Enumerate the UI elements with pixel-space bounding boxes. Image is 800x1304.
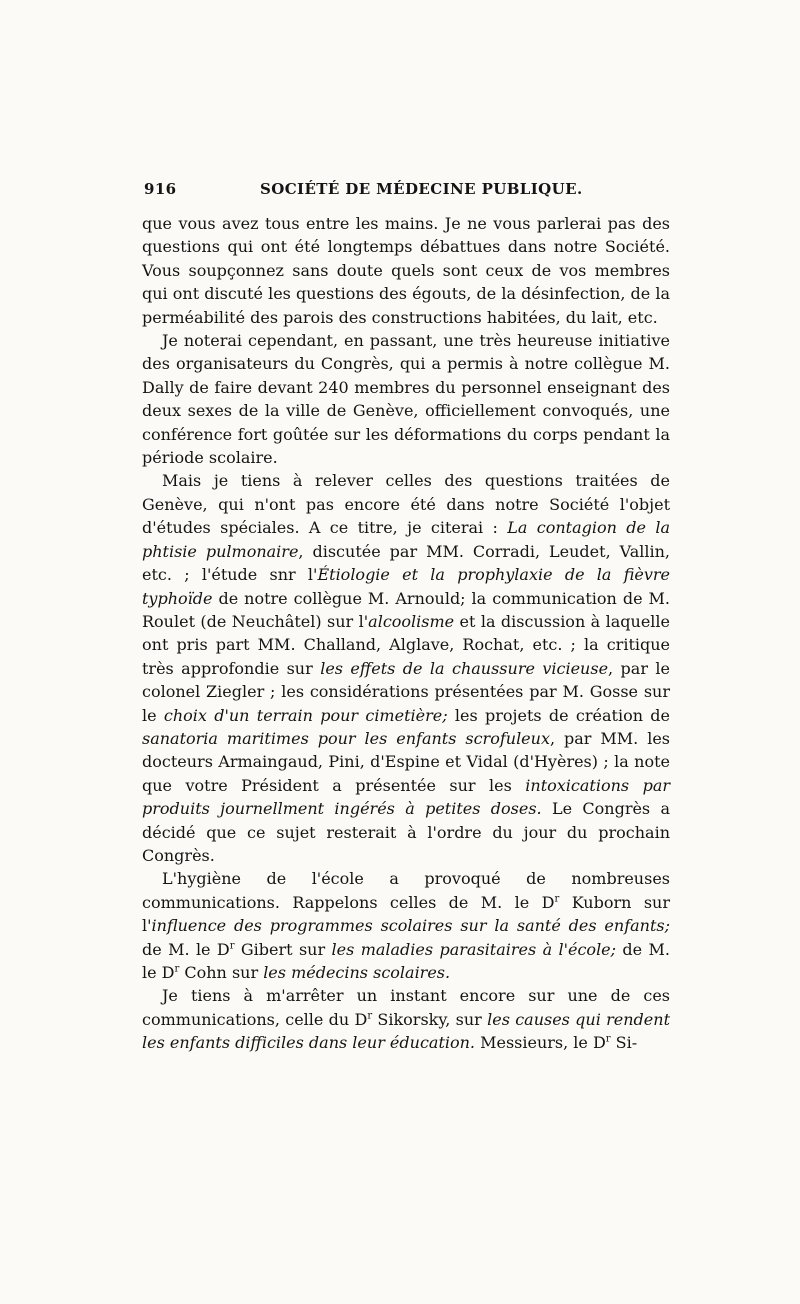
page-title: SOCIÉTÉ DE MÉDECINE PUBLIQUE.	[260, 180, 583, 198]
italic-title: alcoolisme	[368, 611, 455, 631]
text-run: Je noterai cependant, en passant, une très heureuse initiative des organisateurs du Congrès, qui a permis à notre collègue M. Dally de faire devant 240 membres du personnel enseignant des deux sexes de la ville de Genève, officiellement convoqués, une conférence fort goûtée sur les déformations du corps pendant la période scolaire.	[142, 331, 670, 468]
text-run: Mais je tiens à relever celles des questions traitées de Genève, qui n'ont pas encore été dans notre Société l'objet d'études spéciales. A ce titre, je citerai :	[142, 471, 670, 538]
superscript: r	[229, 940, 235, 952]
text-run: Si-	[610, 1033, 638, 1053]
text-run: de M. le D	[142, 939, 230, 959]
paragraph-3	[142, 469, 670, 867]
text-run: que vous avez tous entre les mains. Je ne vous parlerai pas des questions qui ont été longtemps débattues dans notre Société. Vous soupçonnez sans doute quels sont ceux de vos membres qui ont discuté les questions des égouts, de la désinfection, de la perméabilité des parois des constructions habitées, du lait, etc.	[142, 214, 670, 327]
italic-title: choix d'un terrain pour cimetière;	[163, 705, 448, 725]
italic-title: intoxications par produits journellment ingérés à petites doses.	[142, 775, 671, 819]
text-run: Kuborn sur l'	[142, 892, 670, 936]
italic-title: les causes qui rendent les enfants difficiles dans leur éducation.	[142, 1009, 670, 1053]
text-run: Cohn sur	[179, 963, 264, 982]
text-run: Gibert sur	[234, 939, 332, 959]
superscript: r	[367, 1010, 373, 1022]
paragraph-1	[142, 212, 670, 329]
superscript: r	[554, 893, 560, 905]
text-run: , discutée par MM. Corradi, Leudet, Vallin, etc. ; l'étude snr l'	[142, 541, 670, 585]
superscript: r	[605, 1033, 611, 1045]
text-run: de M. le D	[142, 939, 670, 982]
italic-title: les médecins scolaires.	[263, 963, 451, 982]
text-run: Je tiens à m'arrêter un instant encore sur une de ces communications, celle du D	[142, 986, 670, 1029]
italic-title: les maladies parasitaires à l'école;	[331, 939, 617, 959]
text-run: Le Congrès a décidé que ce sujet resterait à l'ordre du jour du prochain Congrès.	[142, 799, 671, 865]
paragraph-5	[142, 984, 670, 1054]
page-number: 916	[144, 180, 177, 198]
italic-title: les effets de la chaussure vicieuse	[320, 658, 609, 678]
text-run: et la discussion à laquelle ont pris part MM. Challand, Alglave, Rochat, etc. ; la critique très approfondie sur	[142, 611, 671, 678]
italic-title: influence des programmes scolaires sur la santé des enfants;	[151, 916, 670, 936]
italic-title: Étiologie et la prophylaxie de la fièvre typhoïde	[142, 565, 670, 608]
italic-title: sanatoria maritimes pour les enfants scrofuleux	[142, 728, 550, 748]
text-run: L'hygiène de l'école a provoqué de nombreuses communications. Rappelons celles de M. le D	[142, 869, 670, 912]
text-run: Sikorsky, sur	[372, 1009, 488, 1029]
paragraph-4	[142, 867, 670, 984]
text-run: les projets de création de	[447, 705, 671, 725]
paragraph-2	[142, 329, 670, 469]
text-run: Messieurs, le D	[475, 1033, 606, 1053]
body-text	[142, 212, 670, 1055]
text-run: , par MM. les docteurs Armaingaud, Pini, d'Espine et Vidal (d'Hyères) ; la note que votre Président a présentée sur les	[142, 728, 670, 795]
italic-title: La contagion de la phtisie pulmonaire	[142, 518, 671, 561]
text-run: , par le colonel Ziegler ; les considérations présentées par M. Gosse sur le	[142, 658, 670, 725]
superscript: r	[174, 963, 180, 975]
text-run: de notre collègue M. Arnould; la communication de M. Roulet (de Neuchâtel) sur l'	[142, 588, 670, 631]
